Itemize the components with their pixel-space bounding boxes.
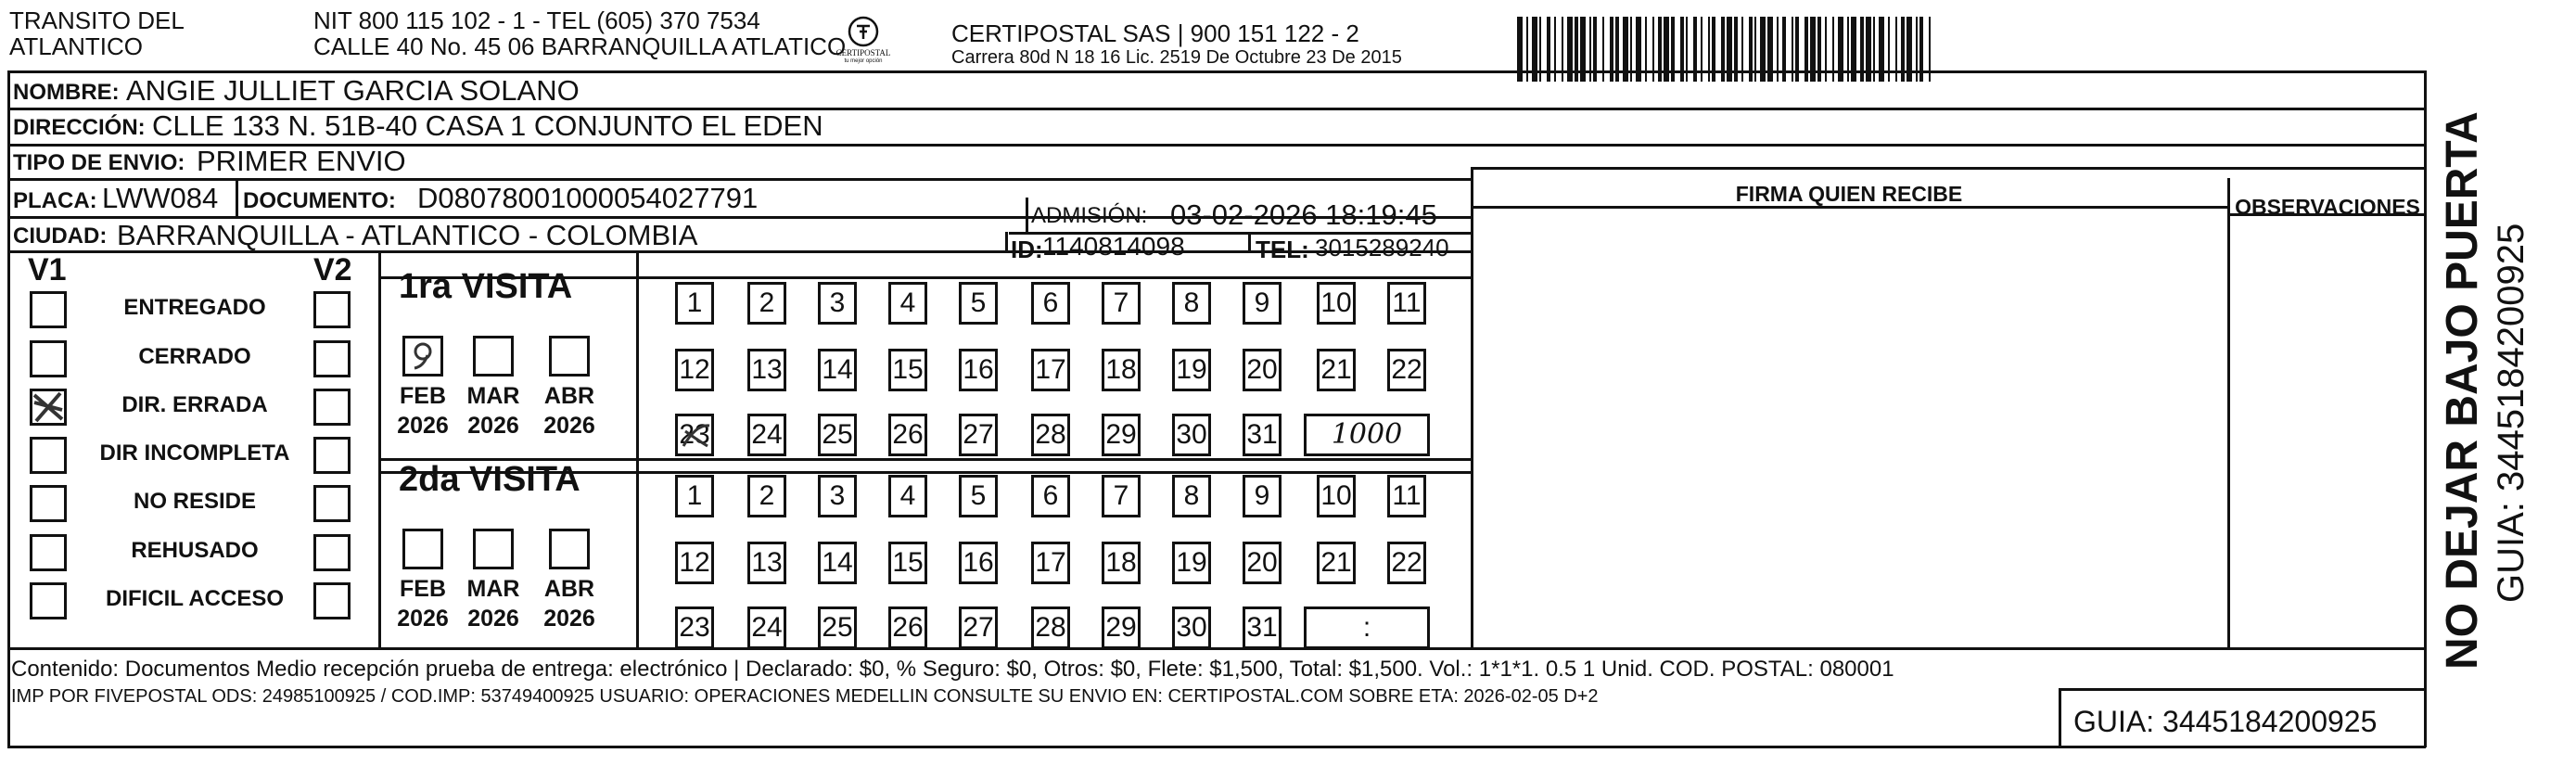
month-checkbox[interactable] <box>549 529 590 569</box>
day-number: 26 <box>892 612 924 643</box>
day-box[interactable] <box>1031 349 1070 391</box>
month-checkbox[interactable] <box>402 336 443 377</box>
day-number: 23 <box>679 419 710 450</box>
day-box[interactable] <box>747 606 786 649</box>
day-number: 12 <box>679 547 710 578</box>
day-number: 25 <box>822 419 853 450</box>
day-number: 20 <box>1246 354 1278 385</box>
day-box[interactable] <box>888 475 927 517</box>
tel-divider <box>1248 232 1251 250</box>
license-line: Carrera 80d N 18 16 Lic. 2519 De Octubre 23 De 2015 <box>951 47 1402 68</box>
day-number: 9 <box>1254 287 1270 318</box>
day-number: 11 <box>1392 287 1422 318</box>
id-label: ID: <box>1011 236 1043 263</box>
signature-area[interactable] <box>1474 210 2224 645</box>
day-number: 27 <box>963 612 994 643</box>
courier-info <box>951 20 1402 69</box>
day-number: 14 <box>822 547 853 578</box>
day-number: 25 <box>822 612 853 643</box>
document-label: DOCUMENTO: <box>243 188 396 213</box>
v2-label: V2 <box>313 252 352 287</box>
v1-checkbox[interactable] <box>30 582 67 619</box>
status-option-label: REHUSADO <box>131 538 259 563</box>
day-box[interactable] <box>1102 475 1141 517</box>
plate-value: LWW084 <box>102 182 219 214</box>
day-box[interactable] <box>1387 475 1426 517</box>
day-box[interactable] <box>1102 282 1141 325</box>
day-number: 1 <box>686 287 703 318</box>
day-number: 10 <box>1320 480 1352 511</box>
row-line-3 <box>7 178 1471 181</box>
month-label: FEB <box>400 576 446 602</box>
certipostal-logo <box>833 15 894 67</box>
day-number: 31 <box>1246 612 1278 643</box>
name-label: NOMBRE: <box>13 80 120 105</box>
day-number: 13 <box>751 354 783 385</box>
day-box[interactable] <box>675 475 714 517</box>
day-box[interactable] <box>747 414 786 456</box>
pen-mark-icon <box>680 418 713 452</box>
side-guia: GUIA: 3445184200925 <box>2491 223 2531 603</box>
day-number: 23 <box>679 612 710 643</box>
shipment-type-label: TIPO DE ENVIO: <box>13 150 185 175</box>
month-checkbox[interactable] <box>473 336 514 377</box>
day-box[interactable] <box>1102 349 1141 391</box>
day-box[interactable] <box>818 475 857 517</box>
v1-checkbox[interactable] <box>30 437 67 474</box>
day-number: 28 <box>1035 419 1066 450</box>
day-box[interactable] <box>818 606 857 649</box>
address-line: CALLE 40 No. 45 06 BARRANQUILLA ATLATICO <box>313 32 847 60</box>
frame-bottom <box>7 746 2426 748</box>
document-value: D08078001000054027791 <box>417 182 759 214</box>
admission-divider <box>1026 198 1028 233</box>
v2-checkbox[interactable] <box>313 437 351 474</box>
frame-bottom-main <box>7 647 2426 650</box>
day-number: 3 <box>829 480 846 511</box>
month-label: FEB <box>400 383 446 409</box>
day-number: 6 <box>1042 480 1059 511</box>
city-label: CIUDAD: <box>13 223 108 249</box>
day-number: 12 <box>679 354 710 385</box>
month-label: MAR <box>466 576 520 602</box>
v2-checkbox[interactable] <box>313 340 351 377</box>
day-number: 6 <box>1042 287 1059 318</box>
day-number: 30 <box>1176 612 1207 643</box>
year-label: 2026 <box>467 413 519 439</box>
day-box[interactable] <box>888 349 927 391</box>
authority-name <box>9 7 185 59</box>
day-number: 18 <box>1105 354 1137 385</box>
status-option-label: CERRADO <box>138 344 251 369</box>
shipment-type: PRIMER ENVIO <box>197 145 406 177</box>
frame-left <box>7 70 10 649</box>
day-box[interactable] <box>1172 414 1211 456</box>
day-box[interactable] <box>747 349 786 391</box>
contents-line: Contenido: Documentos Medio recepción prueba de entrega: electrónico | Declarado: $0, % Seguro: $0, Otros: $0, Flete: $1,500, Total: $1,500. Vol.: 1*1*1. 0.5 1 Unid. COD. POSTAL: 080001 <box>11 657 1894 682</box>
day-number: 21 <box>1320 354 1352 385</box>
footer-guia-top <box>2059 688 2426 691</box>
day-number: 29 <box>1105 419 1137 450</box>
v1-checkbox[interactable] <box>30 340 67 377</box>
day-box[interactable] <box>1102 542 1141 584</box>
day-number: 7 <box>1113 480 1129 511</box>
logo-tagline: tu mejor opción <box>844 58 883 64</box>
day-box[interactable] <box>818 349 857 391</box>
day-box[interactable] <box>675 414 714 456</box>
day-box[interactable] <box>818 542 857 584</box>
day-box[interactable] <box>818 414 857 456</box>
day-number: 5 <box>970 287 987 318</box>
footer-guia: GUIA: 3445184200925 <box>2073 705 2378 738</box>
day-number: 22 <box>1391 354 1422 385</box>
day-box[interactable] <box>1031 475 1070 517</box>
pen-mark-icon <box>405 338 440 374</box>
day-box[interactable] <box>959 475 998 517</box>
v1-checkbox[interactable] <box>30 291 67 328</box>
status-option-label: NO RESIDE <box>133 489 257 514</box>
v2-checkbox[interactable] <box>313 389 351 426</box>
day-number: 15 <box>892 354 924 385</box>
id-value: 1140814098 <box>1042 232 1185 261</box>
authority-contact <box>313 7 846 59</box>
courier-line: CERTIPOSTAL SAS | 900 151 122 - 2 <box>951 19 1359 47</box>
tel-value: 3015289240 <box>1315 234 1449 262</box>
city-value: BARRANQUILLA - ATLANTICO - COLOMBIA <box>117 219 698 251</box>
day-box[interactable] <box>1317 282 1356 325</box>
plate-label: PLACA: <box>13 188 97 213</box>
frame-right <box>2424 70 2427 747</box>
authority-line-1: TRANSITO DEL <box>9 6 185 34</box>
day-box[interactable] <box>675 606 714 649</box>
day-number: 15 <box>892 547 924 578</box>
day-number: 2 <box>759 287 775 318</box>
year-label: 2026 <box>543 413 595 439</box>
tel-label: TEL: <box>1256 236 1309 263</box>
month-checkbox[interactable] <box>402 529 443 569</box>
day-box[interactable] <box>747 542 786 584</box>
day-box[interactable] <box>1031 606 1070 649</box>
month-label: ABR <box>543 576 595 602</box>
day-number: 29 <box>1105 612 1137 643</box>
day-box[interactable] <box>888 542 927 584</box>
day-number: 2 <box>759 480 775 511</box>
day-number: 7 <box>1113 287 1129 318</box>
day-box[interactable] <box>675 349 714 391</box>
day-box[interactable] <box>1317 349 1356 391</box>
time-value: 1000 <box>1331 418 1403 451</box>
day-box[interactable] <box>1031 542 1070 584</box>
day-number: 17 <box>1035 354 1066 385</box>
observations-left <box>2227 178 2230 649</box>
observations-area[interactable] <box>2231 217 2422 645</box>
time-box[interactable] <box>1304 606 1430 649</box>
v1-checkbox[interactable] <box>30 534 67 571</box>
year-label: 2026 <box>543 606 595 632</box>
day-box[interactable] <box>888 414 927 456</box>
day-box[interactable] <box>888 282 927 325</box>
day-number: 17 <box>1035 547 1066 578</box>
observations-label: OBSERVACIONES <box>2235 195 2420 219</box>
day-box[interactable] <box>959 542 998 584</box>
day-box[interactable] <box>1387 282 1426 325</box>
month-checkbox[interactable] <box>549 336 590 377</box>
day-box[interactable] <box>1031 282 1070 325</box>
day-number: 9 <box>1254 480 1270 511</box>
day-box[interactable] <box>1172 349 1211 391</box>
day-box[interactable] <box>1243 542 1282 584</box>
day-box[interactable] <box>1172 542 1211 584</box>
day-box[interactable] <box>1172 606 1211 649</box>
day-box[interactable] <box>888 606 927 649</box>
check-mark-icon <box>32 391 64 423</box>
day-box[interactable] <box>747 282 786 325</box>
authority-line-2: ATLANTICO <box>9 32 143 60</box>
day-number: 24 <box>751 419 783 450</box>
day-box[interactable] <box>1387 349 1426 391</box>
day-box[interactable] <box>1243 282 1282 325</box>
admission-label: ADMISIÓN: <box>1031 203 1148 228</box>
day-number: 18 <box>1105 547 1137 578</box>
month-label: MAR <box>466 383 520 409</box>
day-box[interactable] <box>1317 475 1356 517</box>
time-box[interactable] <box>1304 414 1430 456</box>
day-box[interactable] <box>1172 282 1211 325</box>
nit-line: NIT 800 115 102 - 1 - TEL (605) 370 7534 <box>313 6 760 34</box>
imp-line: IMP POR FIVEPOSTAL ODS: 24985100925 / COD.IMP: 53749400925 USUARIO: OPERACIONES MEDELLIN CONSULTE SU ENVIO EN: CERTIPOSTAL.COM SOBRE ETA: 2026-02-05 D+2 <box>11 686 1599 707</box>
status-option-label: DIFICIL ACCESO <box>105 586 284 611</box>
day-box[interactable] <box>1243 606 1282 649</box>
year-label: 2026 <box>397 606 449 632</box>
v2-checkbox[interactable] <box>313 291 351 328</box>
plate-divider <box>236 178 238 216</box>
day-number: 31 <box>1246 419 1278 450</box>
recipient-name: ANGIE JULLIET GARCIA SOLANO <box>126 74 580 107</box>
day-box[interactable] <box>959 606 998 649</box>
day-number: 20 <box>1246 547 1278 578</box>
footer-guia-divider <box>2059 688 2061 747</box>
day-box[interactable] <box>1243 414 1282 456</box>
day-box[interactable] <box>1102 606 1141 649</box>
address-label: DIRECCIÓN: <box>13 115 146 140</box>
day-number: 16 <box>963 354 994 385</box>
v2-checkbox[interactable] <box>313 582 351 619</box>
day-number: 8 <box>1183 287 1200 318</box>
status-divider <box>378 250 381 649</box>
status-option-label: DIR. ERRADA <box>121 392 268 417</box>
visit-title: 2da VISITA <box>399 460 580 499</box>
day-number: 5 <box>970 480 987 511</box>
day-number: 24 <box>751 612 783 643</box>
frame-left-footer <box>7 647 10 747</box>
signature-label: FIRMA QUIEN RECIBE <box>1735 182 1963 206</box>
id-divider <box>1005 232 1008 250</box>
day-box[interactable] <box>1387 542 1426 584</box>
month-label: ABR <box>543 383 595 409</box>
v1-checkbox[interactable] <box>30 389 67 426</box>
day-box[interactable] <box>959 282 998 325</box>
admission-value: 03-02-2026 18:19:45 <box>1170 198 1437 231</box>
day-box[interactable] <box>1102 414 1141 456</box>
day-number: 26 <box>892 419 924 450</box>
day-box[interactable] <box>818 282 857 325</box>
day-number: 21 <box>1320 547 1352 578</box>
day-number: 19 <box>1176 354 1207 385</box>
v2-checkbox[interactable] <box>313 485 351 522</box>
day-number: 13 <box>751 547 783 578</box>
status-option-label: ENTREGADO <box>123 295 266 320</box>
day-box[interactable] <box>675 282 714 325</box>
day-number: 4 <box>899 287 916 318</box>
day-number: 30 <box>1176 419 1207 450</box>
day-box[interactable] <box>1031 414 1070 456</box>
signature-left <box>1471 167 1473 649</box>
day-box[interactable] <box>1172 475 1211 517</box>
day-number: 19 <box>1176 547 1207 578</box>
day-number: 8 <box>1183 480 1200 511</box>
v1-checkbox[interactable] <box>30 485 67 522</box>
signature-top <box>1471 167 2426 170</box>
status-option-label: DIR INCOMPLETA <box>99 440 290 466</box>
no-dejar-warning: NO DEJAR BAJO PUERTA <box>2438 111 2487 670</box>
visit-title: 1ra VISITA <box>399 267 573 306</box>
year-label: 2026 <box>467 606 519 632</box>
day-number: 1 <box>686 480 703 511</box>
frame-top <box>7 70 2426 73</box>
day-box[interactable] <box>1317 542 1356 584</box>
time-value: : <box>1362 612 1371 643</box>
day-box[interactable] <box>959 414 998 456</box>
day-number: 22 <box>1391 547 1422 578</box>
day-number: 16 <box>963 547 994 578</box>
v1-label: V1 <box>28 252 67 287</box>
day-number: 28 <box>1035 612 1066 643</box>
year-label: 2026 <box>397 413 449 439</box>
day-number: 10 <box>1320 287 1352 318</box>
recipient-address: CLLE 133 N. 51B-40 CASA 1 CONJUNTO EL EDEN <box>152 109 823 142</box>
v2-checkbox[interactable] <box>313 534 351 571</box>
day-box[interactable] <box>747 475 786 517</box>
months-divider <box>636 250 639 649</box>
day-number: 14 <box>822 354 853 385</box>
day-number: 4 <box>899 480 916 511</box>
day-number: 11 <box>1392 480 1422 511</box>
logo-text: CERTIPOSTAL <box>835 48 891 57</box>
day-box[interactable] <box>1243 349 1282 391</box>
day-box[interactable] <box>1243 475 1282 517</box>
day-box[interactable] <box>959 349 998 391</box>
month-checkbox[interactable] <box>473 529 514 569</box>
day-number: 27 <box>963 419 994 450</box>
day-box[interactable] <box>675 542 714 584</box>
day-number: 3 <box>829 287 846 318</box>
